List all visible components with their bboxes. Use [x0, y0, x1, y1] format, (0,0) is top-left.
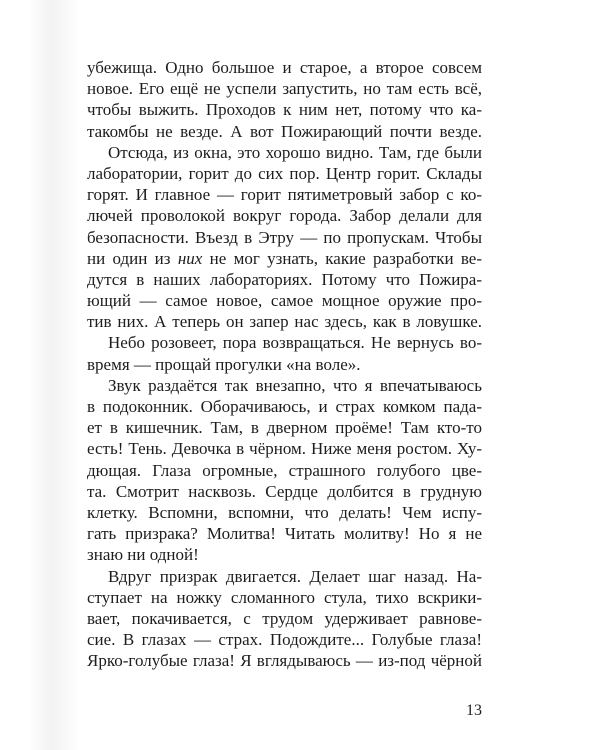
text-line: тив них. А теперь он запер нас здесь, как в ловушке. [87, 312, 482, 332]
text-line: ет в кишечник. Там, в дверном проёме! Там кто-то [87, 418, 482, 438]
text-line: сие. В глазах — страх. Подождите... Голубые глаза! [87, 630, 482, 650]
text-line: лаборатории, горит до сих пор. Центр горит. Склады [87, 163, 482, 183]
text-line: Звук раздаётся так внезапно, что я впечатываюсь [108, 375, 482, 395]
text-line: лючей проволокой вокруг города. Забор делали для [87, 206, 482, 226]
text-line: Небо розовеет, пора возвращаться. Не вернусь во- [108, 333, 482, 353]
text-line: знаю ни одной! [87, 545, 199, 565]
page-number: 13 [466, 702, 482, 719]
text-line: безопасности. Въезд в Этру — по пропускам. Чтобы [87, 227, 482, 247]
text-line: ющий — самое новое, самое мощное оружие про- [87, 291, 482, 311]
text-line: вает, покачивается, с трудом удерживает равнове- [87, 608, 482, 628]
text-line: чтобы выжить. Проходов к ним нет, потому что ка- [87, 100, 482, 120]
text-line: клетку. Вспомни, вспомни, что делать! Чем испу- [87, 502, 482, 522]
text-line: дющая. Глаза огромные, страшного голубого цве- [87, 460, 482, 480]
page-edge-shadow [28, 0, 80, 750]
text-line: Ярко-голубые глаза! Я вглядываюсь — из-под чёрной [87, 651, 482, 671]
text-line: ступает на ножку сломанного стула, тихо вскрики- [87, 587, 482, 607]
page-text [87, 57, 482, 671]
text-line: в подоконник. Оборачиваюсь, и страх комком пада- [87, 397, 482, 416]
text-line: такомбы не везде. А вот Пожирающий почти везде. [87, 121, 482, 141]
text-line: новое. Его ещё не успели запустить, но там есть всё, [87, 79, 482, 99]
text-line: Вдруг призрак двигается. Делает шаг назад. На- [108, 566, 482, 586]
text-line: гать призрака? Молитва! Читать молитву! Но я не [87, 524, 482, 544]
text-line: есть! Тень. Девочка в чёрном. Ниже меня ростом. Ху- [87, 439, 482, 459]
text-line: Отсюда, из окна, это хорошо видно. Там, где были [108, 142, 482, 162]
text-line: ни один из них не мог узнать, какие разработки ве- [87, 248, 482, 268]
text-line: время — прощай прогулки «на воле». [87, 354, 361, 374]
text-line: убежища. Одно большое и старое, а второе совсем [87, 58, 482, 77]
text-line: дутся в наших лабораториях. Потому что Пожира- [87, 269, 482, 289]
text-line: та. Смотрит насквозь. Сердце долбится в грудную [87, 481, 482, 501]
text-line: горят. И главное — горит пятиметровый забор с ко- [87, 185, 482, 205]
